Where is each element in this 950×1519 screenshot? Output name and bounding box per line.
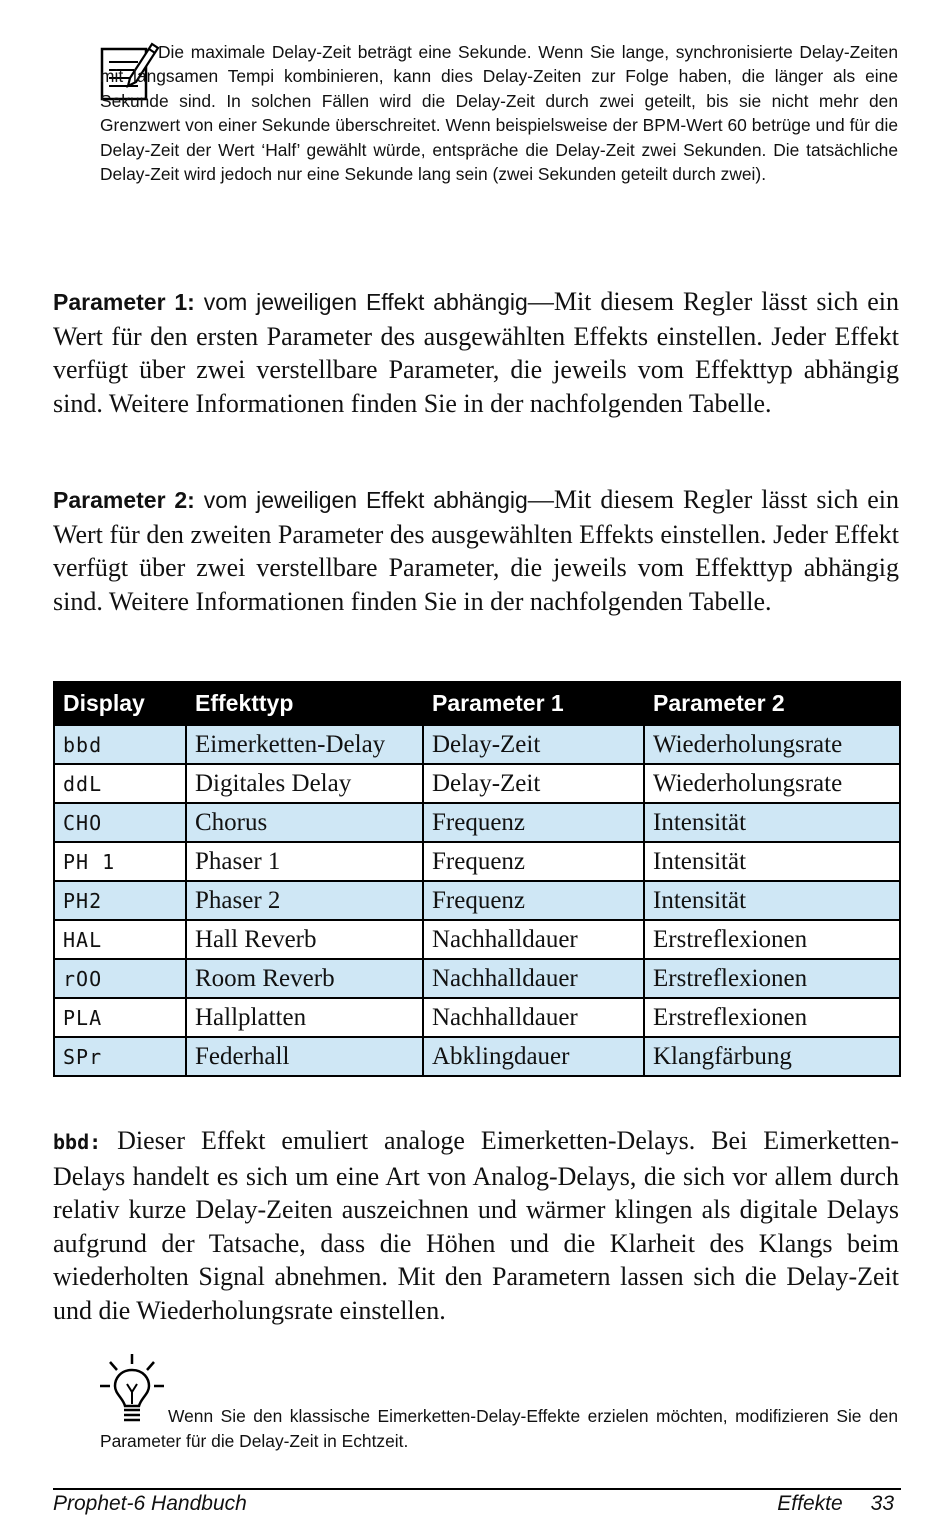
- table-row: [54, 725, 900, 764]
- display-code: ddL: [54, 764, 186, 803]
- parameter-2-value: Intensität: [644, 842, 900, 881]
- parameter-2-paragraph: [53, 483, 899, 618]
- effect-type: Chorus: [186, 803, 423, 842]
- effects-table: [53, 681, 901, 1077]
- parameter-2-value: Erstreflexionen: [644, 920, 900, 959]
- table-row: [54, 764, 900, 803]
- note-text: Die maximale Delay-Zeit beträgt eine Sekunde. Wenn Sie lange, synchronisierte Delay-Zeiten mit langsamen Tempi kombinieren, kann dies Delay-Zeiten zur Folge haben, die länger als eine Sekunde sind. In solchen Fällen wird die Delay-Zeit durch zwei geteilt, bis sie nicht mehr den Grenzwert von einer Sekunde überschreitet. Wenn beispielsweise der BPM-Wert 60 betrüge und für die Delay-Zeit der Wert ‘Half’ gewählt würde, entspräche die Delay-Zeit zwei Sekunden. Die tatsächliche Delay-Zeit wird jedoch nur eine Sekunde lang sein (zwei Sekunden geteilt durch zwei).: [100, 42, 898, 185]
- bbd-code-label: bbd:: [53, 1130, 102, 1154]
- table-row: [54, 920, 900, 959]
- parameter-1-text: —Mit diesem Regler lässt sich ein Wert für den ersten Parameter des ausgewählten Effekts einstellen. Jeder Effekt verfügt über zwei verstellbare Parameter, die jeweils vom Effekttyp abhängig sind. Weitere Informationen finden Sie in der nachfolgenden Tabelle.: [53, 287, 900, 418]
- table-header-row: [54, 682, 900, 725]
- parameter-1-value: Delay-Zeit: [423, 764, 644, 803]
- parameter-2-value: Erstreflexionen: [644, 998, 900, 1037]
- parameter-1-value: Nachhalldauer: [423, 998, 644, 1037]
- footer-section: Effekte: [777, 1492, 843, 1515]
- parameter-1-label: Parameter 1:: [53, 289, 195, 315]
- display-code: PH 1: [54, 842, 186, 881]
- note-box: [100, 40, 898, 186]
- tip-box: [100, 1404, 898, 1454]
- effect-type: Phaser 1: [186, 842, 423, 881]
- effect-type: Hallplatten: [186, 998, 423, 1037]
- parameter-1-value: Nachhalldauer: [423, 920, 644, 959]
- display-code: PLA: [54, 998, 186, 1037]
- display-code: HAL: [54, 920, 186, 959]
- footer-divider: [53, 1488, 901, 1490]
- parameter-2-value: Erstreflexionen: [644, 959, 900, 998]
- parameter-1-paragraph: [53, 285, 899, 420]
- tip-text: Wenn Sie den klassische Eimerketten-Delay-Effekte erzielen möchten, modifizieren Sie den Parameter für die Delay-Zeit in Echtzeit.: [100, 1406, 898, 1451]
- effect-type: Hall Reverb: [186, 920, 423, 959]
- parameter-1-value: Frequenz: [423, 881, 644, 920]
- parameter-2-value: Intensität: [644, 881, 900, 920]
- parameter-1-value: Delay-Zeit: [423, 725, 644, 764]
- parameter-2-value: Wiederholungsrate: [644, 725, 900, 764]
- parameter-2-label: Parameter 2:: [53, 487, 195, 513]
- parameter-1-value: Frequenz: [423, 842, 644, 881]
- display-code: rOO: [54, 959, 186, 998]
- parameter-1-lead: vom jeweiligen Effekt abhängig: [203, 289, 528, 315]
- display-code: bbd: [54, 725, 186, 764]
- table-row: [54, 1037, 900, 1076]
- footer-page-number: 33: [870, 1492, 894, 1515]
- header-effekttyp: Effekttyp: [186, 682, 423, 725]
- table-row: [54, 881, 900, 920]
- table-row: [54, 842, 900, 881]
- parameter-1-value: Abklingdauer: [423, 1037, 644, 1076]
- footer-manual-title: Prophet-6 Handbuch: [53, 1492, 247, 1515]
- header-parameter-2: Parameter 2: [644, 682, 900, 725]
- table-row: [54, 959, 900, 998]
- parameter-1-value: Nachhalldauer: [423, 959, 644, 998]
- table-row: [54, 998, 900, 1037]
- display-code: SPr: [54, 1037, 186, 1076]
- table-row: [54, 803, 900, 842]
- effect-type: Room Reverb: [186, 959, 423, 998]
- footer-page-info: [777, 1492, 894, 1516]
- effect-type: Phaser 2: [186, 881, 423, 920]
- bbd-description: [53, 1124, 899, 1327]
- effect-type: Eimerketten-Delay: [186, 725, 423, 764]
- header-display: Display: [54, 682, 186, 725]
- parameter-2-lead: vom jeweiligen Effekt abhängig: [203, 487, 528, 513]
- parameter-2-text: —Mit diesem Regler lässt sich ein Wert für den zweiten Parameter des ausgewählten Effekts einstellen. Jeder Effekt verfügt über zwei verstellbare Parameter, die jeweils vom Effekttyp abhängig sind. Weitere Informationen finden Sie in der nachfolgenden Tabelle.: [53, 485, 900, 616]
- effect-type: Digitales Delay: [186, 764, 423, 803]
- bbd-description-text: Dieser Effekt emuliert analoge Eimerketten-Delays. Bei Eimerketten-Delays handelt es sich um eine Art von Analog-Delays, die sich vor allem durch relativ kurze Delay-Zeiten auszeichnen und wärmer klingen als digitale Delays aufgrund der Tatsache, dass die Höhen und die Klarheit des Klangs beim wiederholten Signal abnehmen. Mit den Parametern lassen sich die Delay-Zeit und die Wiederholungsrate einstellen.: [53, 1126, 899, 1325]
- parameter-2-value: Intensität: [644, 803, 900, 842]
- display-code: PH2: [54, 881, 186, 920]
- parameter-2-value: Wiederholungsrate: [644, 764, 900, 803]
- effect-type: Federhall: [186, 1037, 423, 1076]
- header-parameter-1: Parameter 1: [423, 682, 644, 725]
- display-code: CHO: [54, 803, 186, 842]
- parameter-2-value: Klangfärbung: [644, 1037, 900, 1076]
- parameter-1-value: Frequenz: [423, 803, 644, 842]
